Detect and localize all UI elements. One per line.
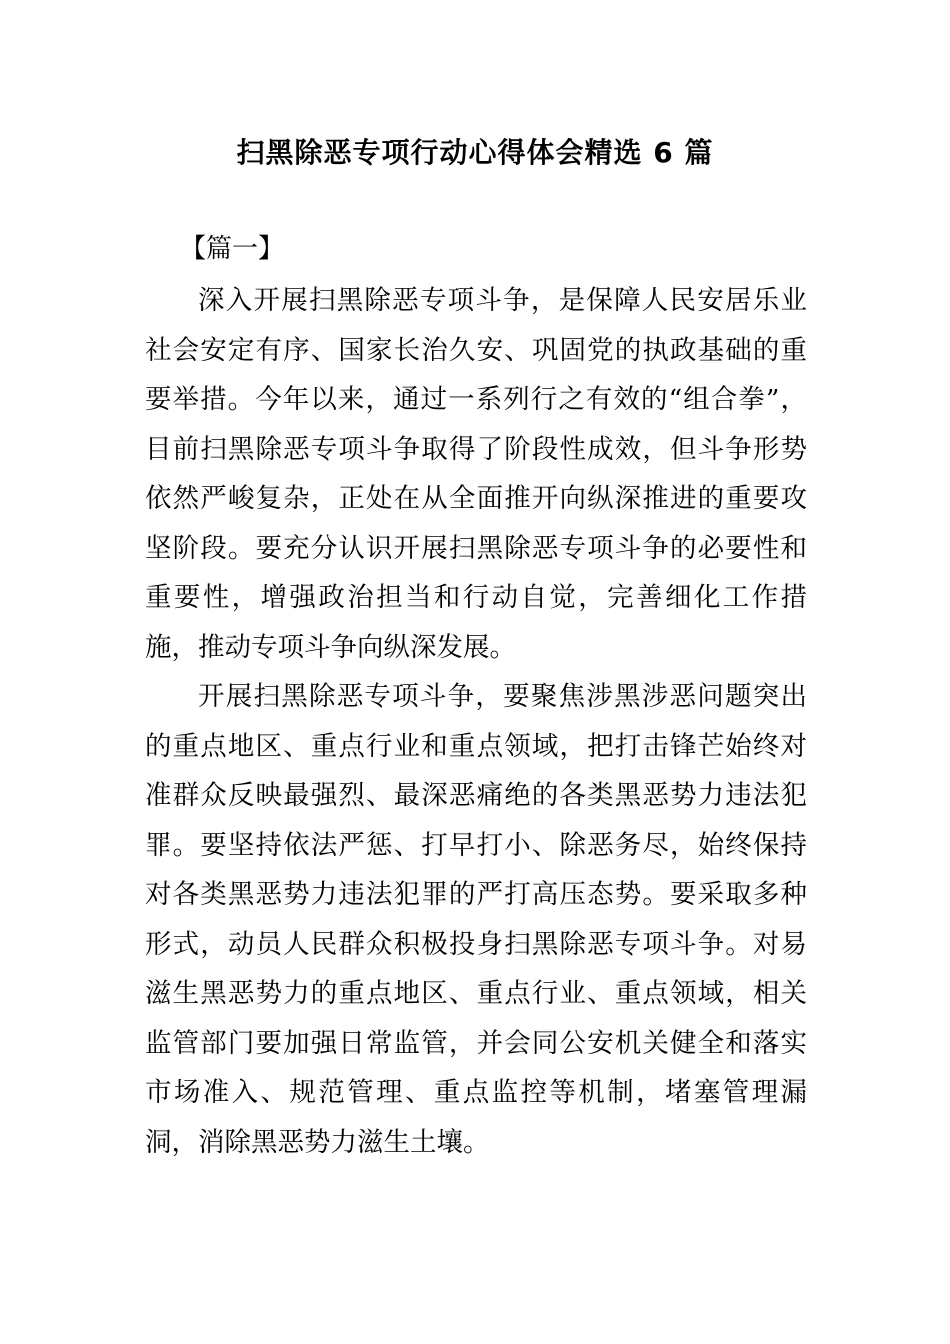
document-body — [145, 276, 807, 1167]
paragraph: 深入开展扫黑除恶专项斗争，是保障人民安居乐业社会安定有序、国家长治久安、巩固党的执政基础的重要举措。今年以来，通过一系列行之有效的“组合拳”，目前扫黑除恶专项斗争取得了阶段性成效，但斗争形势依然严峻复杂，正处在从全面推开向纵深推进的重要攻坚阶段。要充分认识开展扫黑除恶专项斗争的必要性和重要性，增强政治担当和行动自觉，完善细化工作措施，推动专项斗争向纵深发展。 — [145, 285, 807, 663]
paragraph: 开展扫黑除恶专项斗争，要聚焦涉黑涉恶问题突出的重点地区、重点行业和重点领域，把打击锋芒始终对准群众反映最强烈、最深恶痛绝的各类黑恶势力违法犯罪。要坚持依法严惩、打早打小、除恶务尽，始终保持对各类黑恶势力违法犯罪的严打高压态势。要采取多种形式，动员人民群众积极投身扫黑除恶专项斗争。对易滋生黑恶势力的重点地区、重点行业、重点领域，相关监管部门要加强日常监管，并会同公安机关健全和落实市场准入、规范管理、重点监控等机制，堵塞管理漏洞，消除黑恶势力滋生土壤。 — [145, 681, 807, 1158]
document-title: 扫黑除恶专项行动心得体会精选 6 篇 — [236, 136, 714, 169]
section-heading: 【篇一】 — [180, 234, 285, 264]
